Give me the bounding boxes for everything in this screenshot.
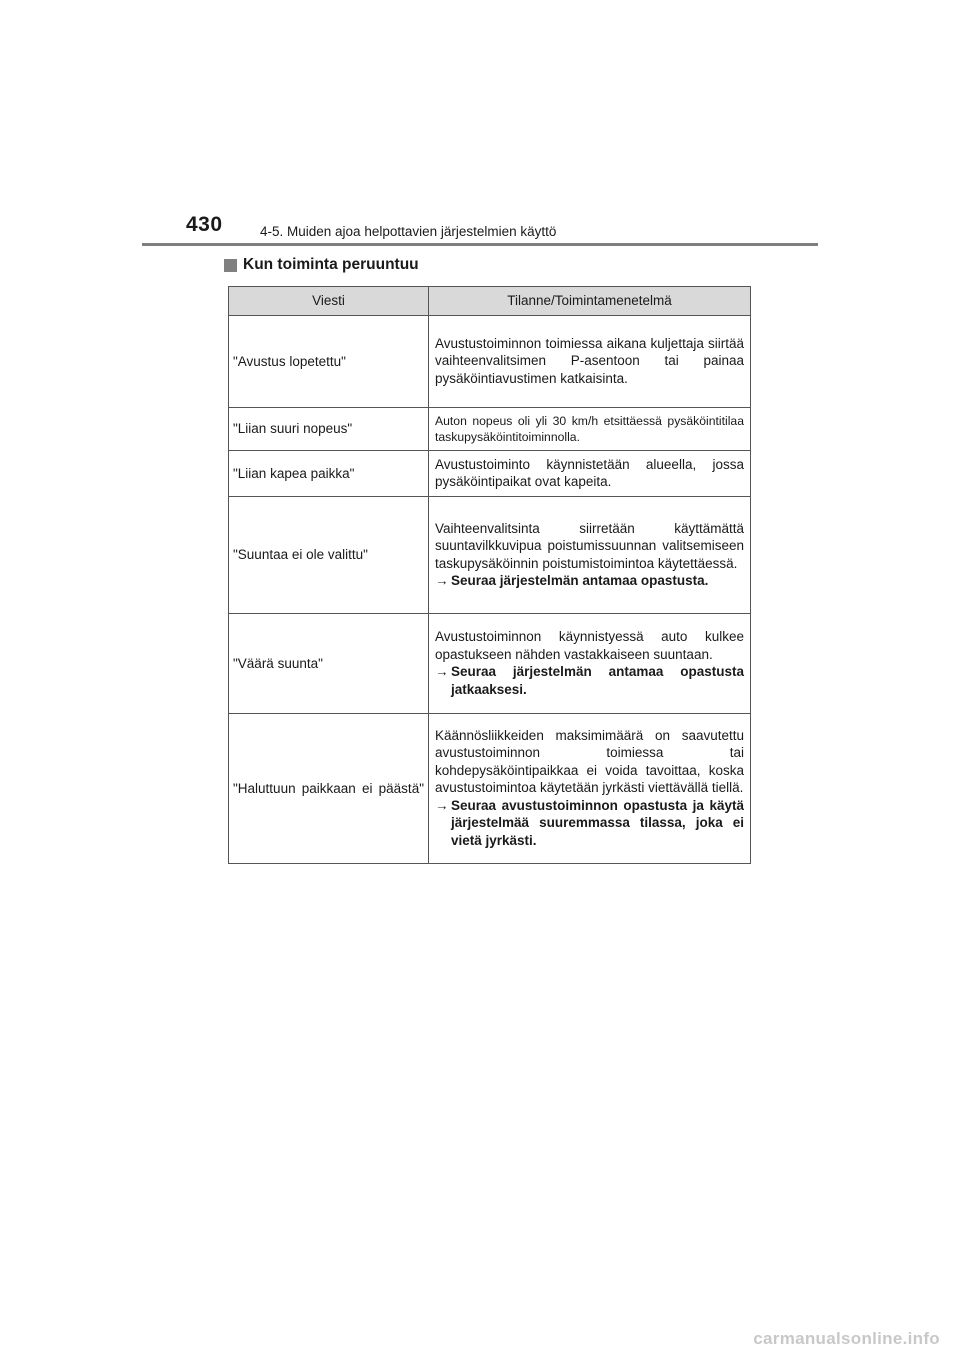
situation-text: Käännösliikkeiden maksimimäärä on saavutettu avustustoiminnon toimiessa tai kohdepysäköintipaikkaa ei voida tavoittaa, koska avustustoimintoa käytetään jyrkästi viettävällä tiellä.	[435, 727, 744, 796]
table-header-row	[229, 287, 751, 316]
table-row	[229, 497, 751, 614]
situation-cell	[429, 316, 751, 408]
table-row	[229, 408, 751, 451]
action-text: Seuraa avustustoiminnon opastusta ja käytä järjestelmää suuremmassa tilassa, joka ei vietä jyrkästi.	[451, 797, 744, 848]
chapter-title: 4-5. Muiden ajoa helpottavien järjestelmien käyttö	[260, 224, 557, 239]
message-cell: "Liian kapea paikka"	[229, 451, 429, 497]
arrow-icon: →	[435, 573, 449, 588]
column-header-situation: Tilanne/Toimintamenetelmä	[429, 287, 751, 316]
situation-text: Vaihteenvalitsinta siirretään käyttämättä suuntavilkkuvipua poistumissuunnan valitsemiseen taskupysäköinnin poistumistoimintoa käytettäessä.	[435, 520, 744, 571]
situation-text: Avustustoiminnon käynnistyessä auto kulkee opastukseen nähden vastakkaiseen suuntaan.	[435, 629, 744, 662]
table-row	[229, 714, 751, 864]
situation-cell	[429, 614, 751, 714]
watermark-logo	[725, 1322, 940, 1356]
message-cell	[229, 714, 429, 864]
situation-cell	[429, 497, 751, 614]
message-cell: "Suuntaa ei ole valittu"	[229, 497, 429, 614]
arrow-icon: →	[435, 797, 449, 813]
situation-cell	[429, 451, 751, 497]
situation-cell	[429, 408, 751, 451]
action-step	[435, 572, 744, 590]
situation-text: Auton nopeus oli yli 30 km/h etsittäessä pysäköintitilaa taskupysäköintitoiminnolla.	[435, 413, 744, 444]
header-divider	[142, 243, 818, 246]
situation-text: Avustustoiminto käynnistetään alueella, jossa pysäköintipaikat ovat kapeita.	[435, 456, 744, 489]
situation-cell	[429, 714, 751, 864]
message-cell: "Liian suuri nopeus"	[229, 408, 429, 451]
square-bullet-icon	[224, 259, 237, 272]
section-heading	[224, 256, 419, 274]
message-cell: "Väärä suunta"	[229, 614, 429, 714]
action-step	[435, 663, 744, 698]
watermark-text: carmanualsonline.info	[753, 1329, 940, 1348]
message-table	[228, 286, 751, 864]
message-text: "Haluttuun paikkaan ei päästä"	[233, 780, 424, 796]
table-row	[229, 451, 751, 497]
section-title: Kun toiminta peruuntuu	[243, 256, 419, 273]
action-text: Seuraa järjestelmän antamaa opastusta.	[451, 573, 709, 588]
situation-text: Avustustoiminnon toimiessa aikana kuljettaja siirtää vaihteenvalitsimen P-asentoon tai painaa pysäköintiavustimen katkaisinta.	[435, 335, 744, 386]
column-header-message: Viesti	[229, 287, 429, 316]
arrow-icon: →	[435, 664, 449, 679]
action-text: Seuraa järjestelmän antamaa opastusta jatkaaksesi.	[451, 664, 744, 697]
table-row	[229, 614, 751, 714]
page-number: 430	[186, 213, 223, 236]
message-cell: "Avustus lopetettu"	[229, 316, 429, 408]
action-step	[435, 797, 744, 850]
table-row	[229, 316, 751, 408]
